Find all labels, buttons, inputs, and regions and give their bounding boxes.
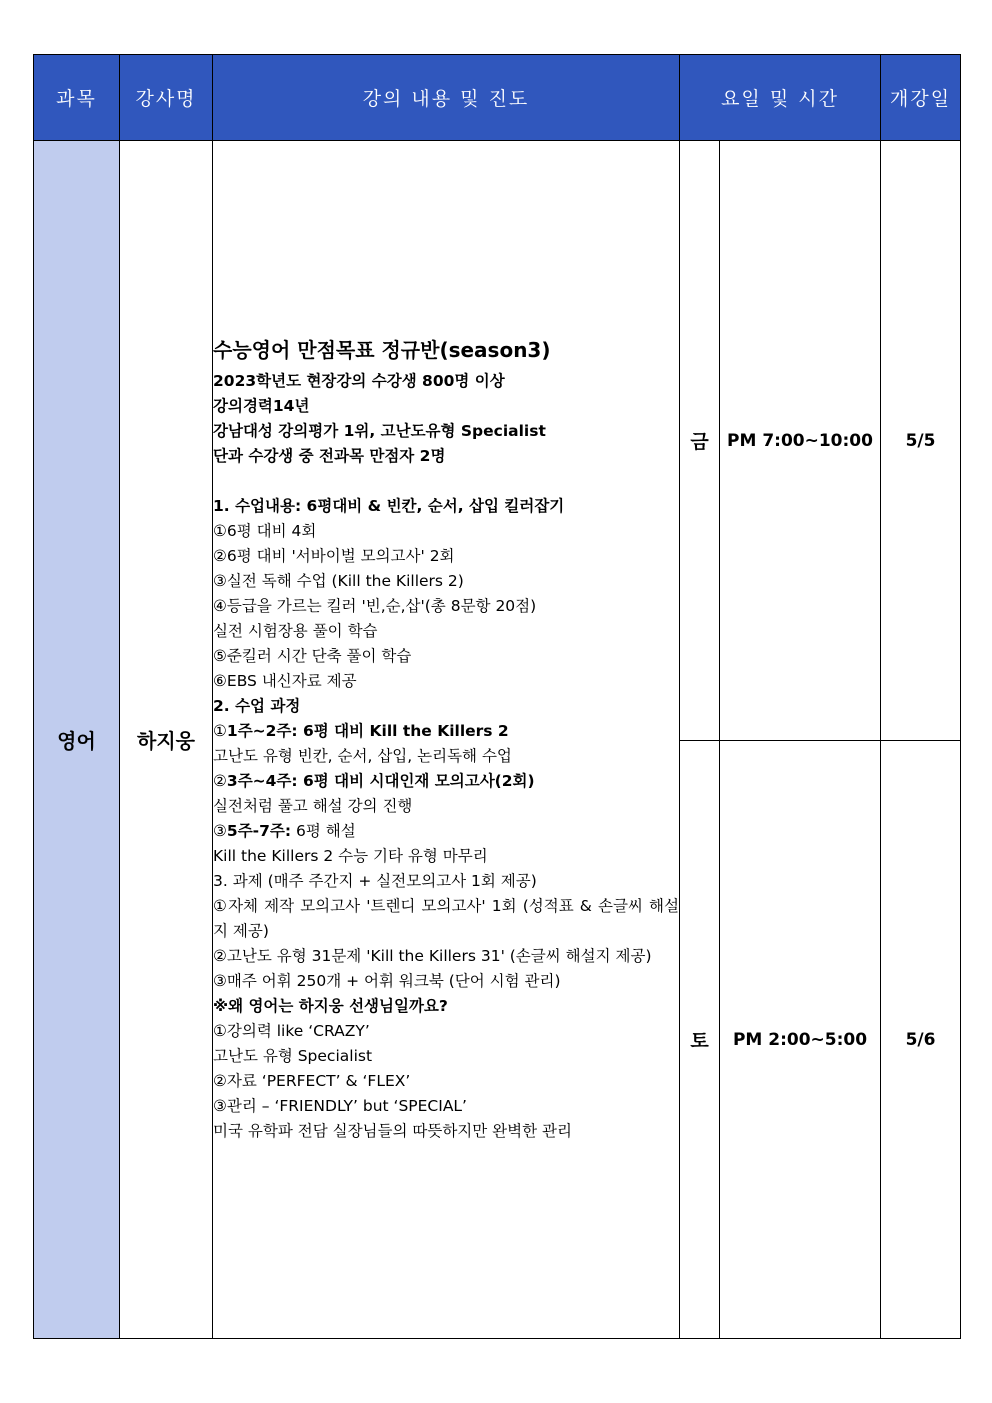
- section1-item: 실전 시험장용 풀이 학습: [213, 622, 378, 640]
- course-title: 수능영어 만점목표 정규반(season3): [213, 338, 551, 362]
- week2-line: [213, 769, 679, 794]
- course-row-friday: [34, 141, 961, 741]
- section2-heading: 2. 수업 과정: [213, 697, 301, 715]
- header-row: [34, 55, 961, 141]
- section3-item: ①자체 제작 모의고사 '트렌디 모의고사' 1회 (성적표 & 손글씨 해설지 제공): [213, 897, 679, 940]
- subject-cell: 영어: [34, 141, 120, 1339]
- day-cell: 금: [680, 141, 720, 741]
- header-open-date: 개강일: [881, 55, 961, 141]
- time-cell: PM 2:00~5:00: [720, 741, 881, 1339]
- section1-heading: 1. 수업내용: 6평대비 & 빈칸, 순서, 삽입 킬러잡기: [213, 497, 565, 515]
- week1-prefix: ①: [213, 722, 227, 740]
- section1-item: ④등급을 가르는 킬러 '빈,순,삽'(총 8문항 20점): [213, 597, 537, 615]
- week1-line: [213, 719, 679, 744]
- why-heading: ※왜 영어는 하지웅 선생님일까요?: [213, 997, 448, 1015]
- why-item: 미국 유학파 전담 실장님들의 따뜻하지만 완벽한 관리: [213, 1122, 572, 1140]
- schedule-table: [33, 54, 961, 1339]
- section3-item: ②고난도 유형 31문제 'Kill the Killers 31' (손글씨 해설지 제공): [213, 947, 652, 965]
- week3-rest: 6평 해설: [291, 822, 356, 840]
- header-schedule: 요일 및 시간: [680, 55, 881, 141]
- open-date-cell: 5/6: [881, 741, 961, 1339]
- section1-item: ②6평 대비 '서바이벌 모의고사' 2회: [213, 547, 455, 565]
- intro-line: 2023학년도 현장강의 수강생 800명 이상: [213, 372, 505, 390]
- section1-item: ⑥EBS 내신자료 제공: [213, 672, 357, 690]
- time-cell: PM 7:00~10:00: [720, 141, 881, 741]
- week2-desc: 실전처럼 풀고 해설 강의 진행: [213, 797, 413, 815]
- section1-item: ①6평 대비 4회: [213, 522, 317, 540]
- intro-line: 강남대성 강의평가 1위, 고난도유형 Specialist: [213, 422, 546, 440]
- week3-desc: Kill the Killers 2 수능 기타 유형 마무리: [213, 847, 488, 865]
- section1-item: ③실전 독해 수업 (Kill the Killers 2): [213, 572, 464, 590]
- section1-item: ⑤준킬러 시간 단축 풀이 학습: [213, 647, 412, 665]
- why-item: ①강의력 like ‘CRAZY’: [213, 1022, 370, 1040]
- week2-title: 3주~4주: 6평 대비 시대인재 모의고사(2회): [226, 772, 535, 790]
- why-item: ③관리 – ‘FRIENDLY’ but ‘SPECIAL’: [213, 1097, 467, 1115]
- week3-title: 5주-7주:: [226, 822, 292, 840]
- week1-desc: 고난도 유형 빈칸, 순서, 삽입, 논리독해 수업: [213, 747, 512, 765]
- intro-line: 강의경력14년: [213, 397, 310, 415]
- week3-prefix: ③: [213, 822, 227, 840]
- why-item: 고난도 유형 Specialist: [213, 1047, 373, 1065]
- teacher-cell: 하지웅: [120, 141, 213, 1339]
- header-content: 강의 내용 및 진도: [213, 55, 680, 141]
- why-item: ②자료 ‘PERFECT’ & ‘FLEX’: [213, 1072, 411, 1090]
- week1-title: 1주~2주: 6평 대비 Kill the Killers 2: [226, 722, 509, 740]
- day-cell: 토: [680, 741, 720, 1339]
- week2-prefix: ②: [213, 772, 227, 790]
- header-teacher: 강사명: [120, 55, 213, 141]
- section3-item: ③매주 어휘 250개 + 어휘 워크북 (단어 시험 관리): [213, 972, 561, 990]
- week3-line: [213, 819, 679, 844]
- intro-line: 단과 수강생 중 전과목 만점자 2명: [213, 447, 446, 465]
- section3-heading: 3. 과제 (매주 주간지 + 실전모의고사 1회 제공): [213, 872, 537, 890]
- open-date-cell: 5/5: [881, 141, 961, 741]
- header-subject: 과목: [34, 55, 120, 141]
- content-cell: [213, 141, 680, 1339]
